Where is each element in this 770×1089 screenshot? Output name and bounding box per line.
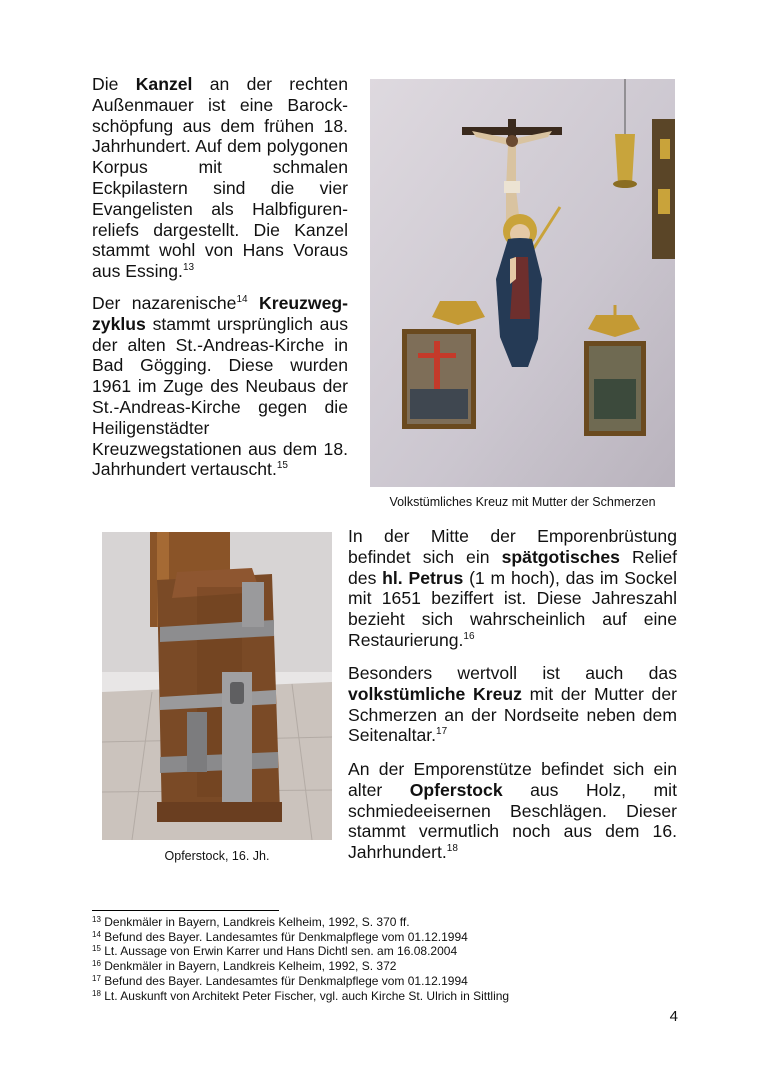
term-opferstock: Opferstock (409, 779, 503, 800)
footnotes (92, 915, 509, 1003)
footnote-ref-14: 14 (236, 294, 248, 305)
paragraph-volkskreuz: Besonders wertvoll ist auch das volkstümliche Kreuz mit der Mutter der Schmerzen an der Nordseite neben dem Seitenaltar.$^{17}$ (348, 663, 677, 746)
caption-kreuz: Volkstümliches Kreuz mit Mutter der Schmerzen (389, 495, 656, 509)
footnote-13: $^{13}$ Denkmäler in Bayern, Landkreis Kelheim, 1992, S. 370 ff. (92, 915, 410, 929)
footnote-ref-18: 18 (446, 843, 458, 855)
caption-opferstock: Opferstock, 16. Jh. (164, 849, 270, 863)
footnote-ref-16: 16 (463, 630, 475, 642)
term-spaetgotisches: spätgotisches (501, 546, 620, 567)
footnote-ref-17: 17 (436, 726, 448, 738)
footnote-ref-15: 15 (276, 460, 288, 472)
footnote-ref-13: 13 (182, 262, 195, 274)
offering-box-photo-image (102, 532, 332, 840)
photo-kreuz (370, 79, 675, 487)
paragraph-petrus: In der Mitte der Emporenbrüstung befindet sich ein spätgotisches Relief des hl. Petrus (1 m hoch), das im Sockel mit 1651 beziffert ist. Diese Jahreszahl bezieht sich wahrscheinlich auf eine Restaurierung.$^{16}$ (348, 526, 678, 650)
term-kanzel: Kanzel (135, 74, 193, 94)
footnote-separator (92, 910, 279, 911)
paragraph-kreuzweg: Der nazarenische$^{14}$ Kreuzwegzyklus stammt ursprünglich aus der alten St.-Andreas-Kirche in Bad Gögging. Diese wurden 1961 im Zuge des Neubaus der St.-Andreas-Kirche gegen die Heiligenstädter Kreuzwegstationen aus dem 18. Jahrhundert vertauscht.$^{15}$ (92, 293, 348, 480)
footnote-15: $^{15}$ Lt. Aussage von Erwin Karrer und Hans Dichtl sen. am 16.08.2004 (92, 944, 458, 959)
footnote-14: $^{14}$ Befund des Bayer. Landesamtes für Denkmalpflege vom 01.12.1994 (92, 929, 468, 944)
term-volkstuemliche-kreuz: volkstümliche Kreuz (348, 683, 522, 704)
page-number: 4 (669, 1008, 678, 1025)
term-hl-petrus: hl. Petrus (382, 567, 464, 588)
crucifix-photo-image (370, 79, 675, 487)
footnote-18: $^{18}$ Lt. Auskunft von Architekt Peter Fischer, vgl. auch Kirche St. Ulrich in Sittling (92, 988, 510, 1003)
photo-opferstock (102, 532, 332, 840)
footnote-17: $^{17}$ Befund des Bayer. Landesamtes für Denkmalpflege vom 01.12.1994 (92, 973, 468, 988)
paragraph-kanzel: Die Kanzel an der rechten Außenmauer ist eine Barockschöpfung aus dem frühen 18. Jahrhundert. Auf dem polygonen Korpus mit schmalen Eckpilastern sind die vier Evangelisten als Halbfigurenreliefs dargestellt. Die Kanzel stammt wohl von Hans Voraus aus Essing.$^{13}$ (92, 74, 348, 282)
term-kreuzwegzyklus: Kreuzwegzyklus (92, 293, 348, 334)
footnote-16: $^{16}$ Denkmäler in Bayern, Landkreis Kelheim, 1992, S. 372 (92, 959, 397, 974)
paragraph-opferstock: An der Emporenstütze befindet sich ein alter Opferstock aus Holz, mit schmiedeeisernen Beschlägen. Dieser stammt vermutlich noch aus dem 16. Jahrhundert.$^{18}$ (348, 759, 677, 863)
